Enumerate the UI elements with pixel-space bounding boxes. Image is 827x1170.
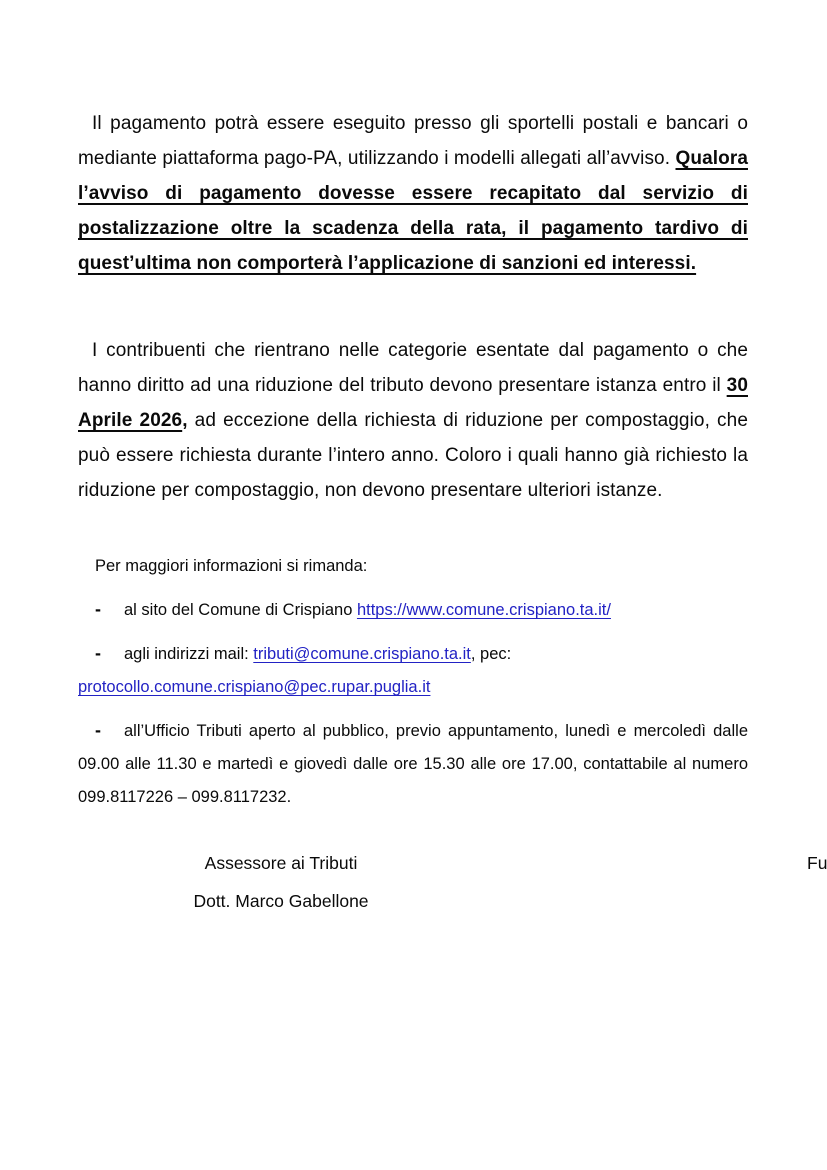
pec-email-link[interactable]: protocollo.comune.crispiano@pec.rupar.puglia.it [78, 678, 431, 696]
dash-bullet-icon: - [95, 643, 101, 663]
bullet-office [78, 714, 748, 814]
bullet-email-text [78, 645, 511, 696]
paragraph-exemptions [78, 333, 748, 508]
info-intro: Per maggiori informazioni si rimanda: [95, 557, 368, 575]
bullet-email-middle: , pec: [470, 645, 512, 663]
bullet-email-prefix: agli indirizzi mail: [124, 645, 254, 663]
paragraph-payment-normal-text: Il pagamento potrà essere eseguito presso gli sportelli postali e bancari o mediante piattaforma pago-PA, utilizzando i modelli allegati all’avviso. [78, 113, 748, 169]
paragraph-payment-bold-underline-text: Qualora l’avviso di pagamento dovesse essere recapitato dal servizio di postalizzazione oltre la scadenza della rata, il pagamento tardivo di quest’ultima non comporterà l’applicazione di sanzioni ed interessi. [78, 148, 748, 274]
paragraph-payment [78, 106, 748, 281]
signature-right-partial: Fu [807, 853, 827, 873]
info-section [78, 550, 748, 814]
dash-bullet-icon: - [95, 720, 101, 740]
dash-bullet-icon: - [95, 599, 101, 619]
bullet-website-text [101, 601, 611, 619]
signature-block [78, 844, 827, 920]
signature-name: Dott. Marco Gabellone [193, 891, 369, 911]
bullet-website-prefix: al sito del Comune di Crispiano [124, 601, 357, 619]
paragraph-exemptions-part1: I contribuenti che rientrano nelle categorie esentate dal pagamento o che hanno diritto ad una riduzione del tributo devono presentare istanza entro il [78, 340, 748, 396]
website-link[interactable]: https://www.comune.crispiano.ta.it/ [356, 601, 611, 619]
deadline-comma: , [182, 410, 188, 431]
bullet-email [78, 637, 748, 704]
bullet-office-text: all’Ufficio Tributi aperto al pubblico, previo appuntamento, lunedì e mercoledì dalle 09.00 alle 11.30 e martedì e giovedì dalle ore 15.30 alle ore 17.00, contattabile al numero 099.8117226 – 099.8117232. [78, 722, 748, 806]
signature-title: Assessore ai Tributi [204, 853, 358, 873]
tributi-email-link[interactable]: tributi@comune.crispiano.ta.it [253, 645, 471, 663]
signature-left [183, 844, 379, 920]
deadline-date: 30 Aprile 2026 [78, 375, 748, 431]
bullet-website [78, 593, 748, 627]
paragraph-exemptions-part2: ad eccezione della richiesta di riduzione per compostaggio, che può essere richiesta durante l’intero anno. Coloro i quali hanno già richiesto la riduzione per compostaggio, non devono presentare ulteriori istanze. [78, 410, 748, 501]
